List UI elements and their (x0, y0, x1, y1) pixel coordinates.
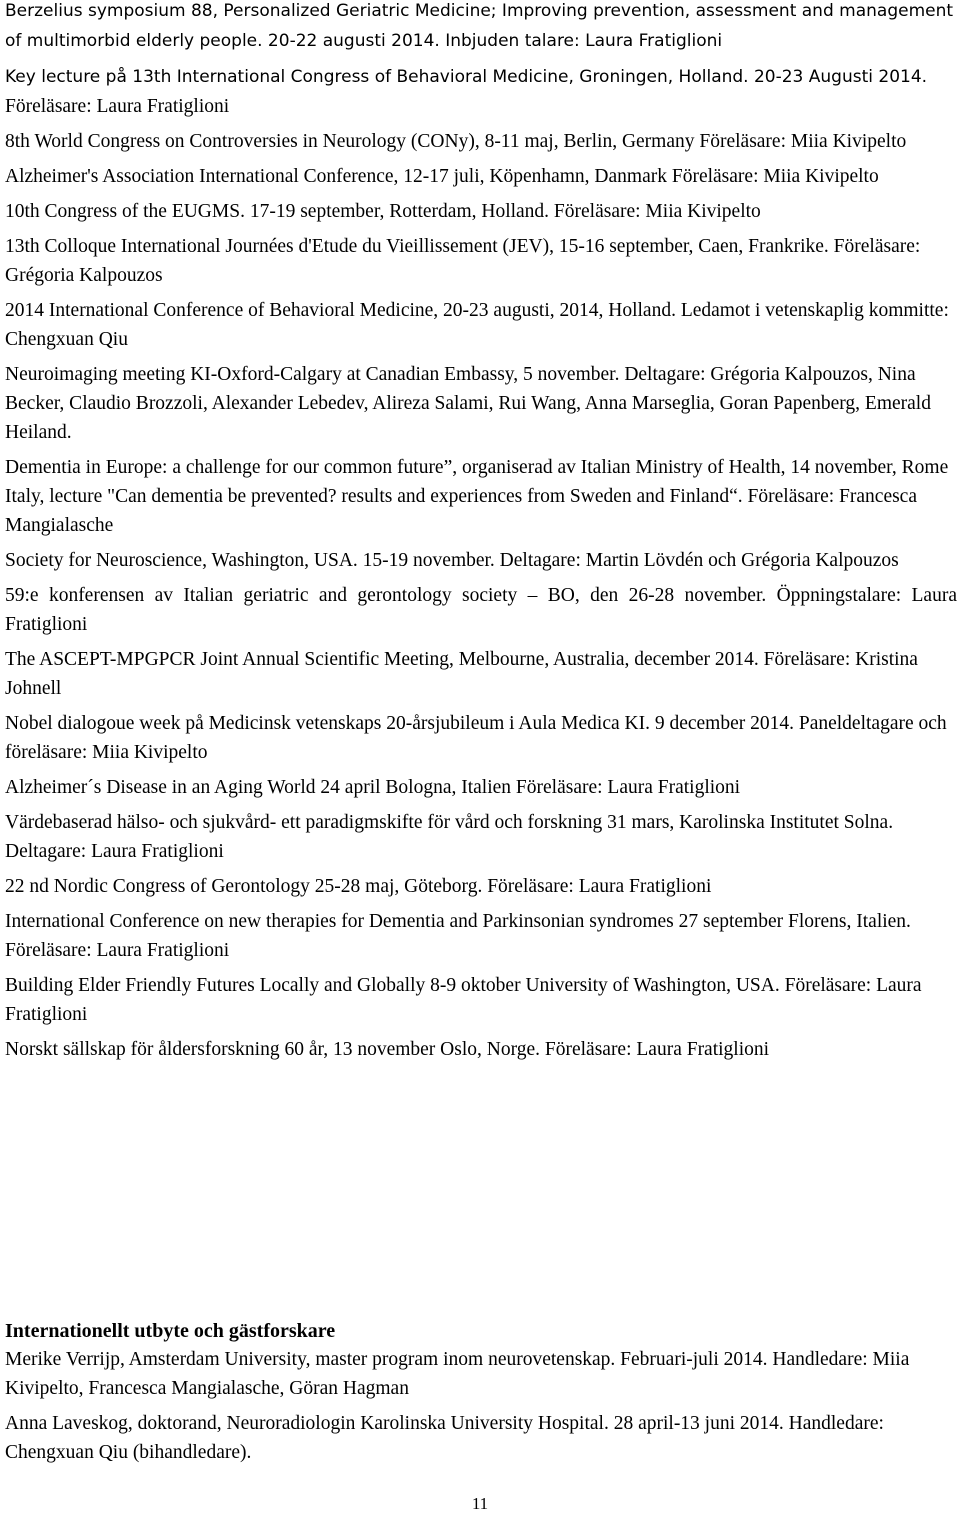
conference-entry (5, 808, 957, 866)
conference-entry-text: Norskt sällskap för åldersforskning 60 år, 13 november Oslo, Norge. Föreläsare: Laura Fratiglioni (5, 1039, 770, 1060)
conference-entry (5, 1035, 957, 1064)
conference-entry-text: Värdebaserad hälso- och sjukvård- ett paradigmskifte för vård och forskning 31 mars, Karolinska Institutet Solna. Deltagare: Laura Fratiglioni (5, 812, 894, 862)
conference-entry (5, 62, 957, 121)
conference-entry-text: 8th World Congress on Controversies in Neurology (CONy), 8-11 maj, Berlin, Germany Föreläsare: Miia Kivipelto (5, 131, 907, 152)
conference-entry (5, 546, 957, 575)
conference-entry (5, 773, 957, 802)
conference-entry (5, 872, 957, 901)
conference-entry-text: Berzelius symposium 88, Personalized Geriatric Medicine; Improving prevention, assessment and management of multimorbid elderly people. 20-22 augusti 2014. Inbjuden talare: Laura Fratiglioni (5, 1, 954, 51)
exchange-entry-text: Anna Laveskog, doktorand, Neuroradiologin Karolinska University Hospital. 28 april-13 juni 2014. Handledare: Chengxuan Qiu (bihandledare). (5, 1413, 884, 1463)
conference-entry (5, 232, 957, 290)
conference-entry-text: Nobel dialogoue week på Medicinsk vetenskaps 20-årsjubileum i Aula Medica KI. 9 december 2014. Paneldeltagare och föreläsare: Miia Kivipelto (5, 713, 947, 763)
conference-entry (5, 971, 957, 1029)
conference-entry (5, 0, 957, 56)
conference-entry-text: 10th Congress of the EUGMS. 17-19 september, Rotterdam, Holland. Föreläsare: Miia Kivipelto (5, 201, 761, 222)
conference-entry (5, 197, 957, 226)
conference-entry-text: Alzheimer's Association International Conference, 12-17 juli, Köpenhamn, Danmark Föreläsare: Miia Kivipelto (5, 166, 879, 187)
conference-entry-text: Alzheimer´s Disease in an Aging World 24 april Bologna, Italien Föreläsare: Laura Fratiglioni (5, 777, 741, 798)
exchange-entry (5, 1345, 957, 1403)
conference-entry (5, 709, 957, 767)
conference-entry-text: 13th Colloque International Journées d'Etude du Vieillissement (JEV), 15-16 september, Caen, Frankrike. Föreläsare: Grégoria Kalpouzos (5, 236, 921, 286)
conference-entry (5, 360, 957, 447)
conference-entry-text: Society for Neuroscience, Washington, USA. 15-19 november. Deltagare: Martin Lövdén och Grégoria Kalpouzos (5, 550, 899, 571)
conference-entry-text: Neuroimaging meeting KI-Oxford-Calgary at Canadian Embassy, 5 november. Deltagare: Grégoria Kalpouzos, Nina Becker, Claudio Brozzoli, Alexander Lebedev, Alireza Salami, Rui Wang, Anna Marseglia, Goran Papenberg, Emerald Heiland. (5, 364, 931, 443)
conference-entry (5, 645, 957, 703)
conference-entry-text: The ASCEPT-MPGPCR Joint Annual Scientific Meeting, Melbourne, Australia, december 2014. Föreläsare: Kristina Johnell (5, 649, 918, 699)
conference-entry-text: Key lecture på 13th International Congress of Behavioral Medicine, Groningen, Holland. 20-23 Augusti 2014. (5, 67, 928, 87)
conference-entry (5, 581, 957, 639)
conference-entry-text: Föreläsare: Laura Fratiglioni (5, 96, 230, 117)
exchange-list (5, 1349, 957, 1473)
conference-entry-text: 22 nd Nordic Congress of Gerontology 25-28 maj, Göteborg. Föreläsare: Laura Fratiglioni (5, 876, 712, 897)
section-heading: Internationellt utbyte och gästforskare (5, 1320, 336, 1342)
conference-entry-text: Dementia in Europe: a challenge for our common future”, organiserad av Italian Ministry of Health, 14 november, Rome Italy, lecture "Can dementia be prevented? results and experiences from Sweden and Finland“. Föreläsare: Francesca Mangialasche (5, 457, 949, 536)
conference-entry (5, 162, 957, 191)
conference-entry (5, 296, 957, 354)
exchange-entry-text: Merike Verrijp, Amsterdam University, master program inom neurovetenskap. Februari-juli 2014. Handledare: Miia Kivipelto, Francesca Mangialasche, Göran Hagman (5, 1349, 910, 1399)
conference-entry-text: Building Elder Friendly Futures Locally and Globally 8-9 oktober University of Washington, USA. Föreläsare: Laura Fratiglioni (5, 975, 922, 1025)
page-number: 11 (471, 1494, 489, 1513)
exchange-entry (5, 1409, 957, 1467)
conference-entry-text: 59:e konferensen av Italian geriatric and gerontology society – BO, den 26-28 november. Öppningstalare: Laura Fratiglioni (5, 585, 957, 635)
conference-entry (5, 453, 957, 540)
conference-list (5, 0, 957, 1070)
conference-entry (5, 907, 957, 965)
conference-entry (5, 127, 957, 156)
conference-entry-text: International Conference on new therapies for Dementia and Parkinsonian syndromes 27 september Florens, Italien. Föreläsare: Laura Fratiglioni (5, 911, 911, 961)
conference-entry-text: 2014 International Conference of Behavioral Medicine, 20-23 augusti, 2014, Holland. Ledamot i vetenskaplig kommitte: Chengxuan Qiu (5, 300, 949, 350)
